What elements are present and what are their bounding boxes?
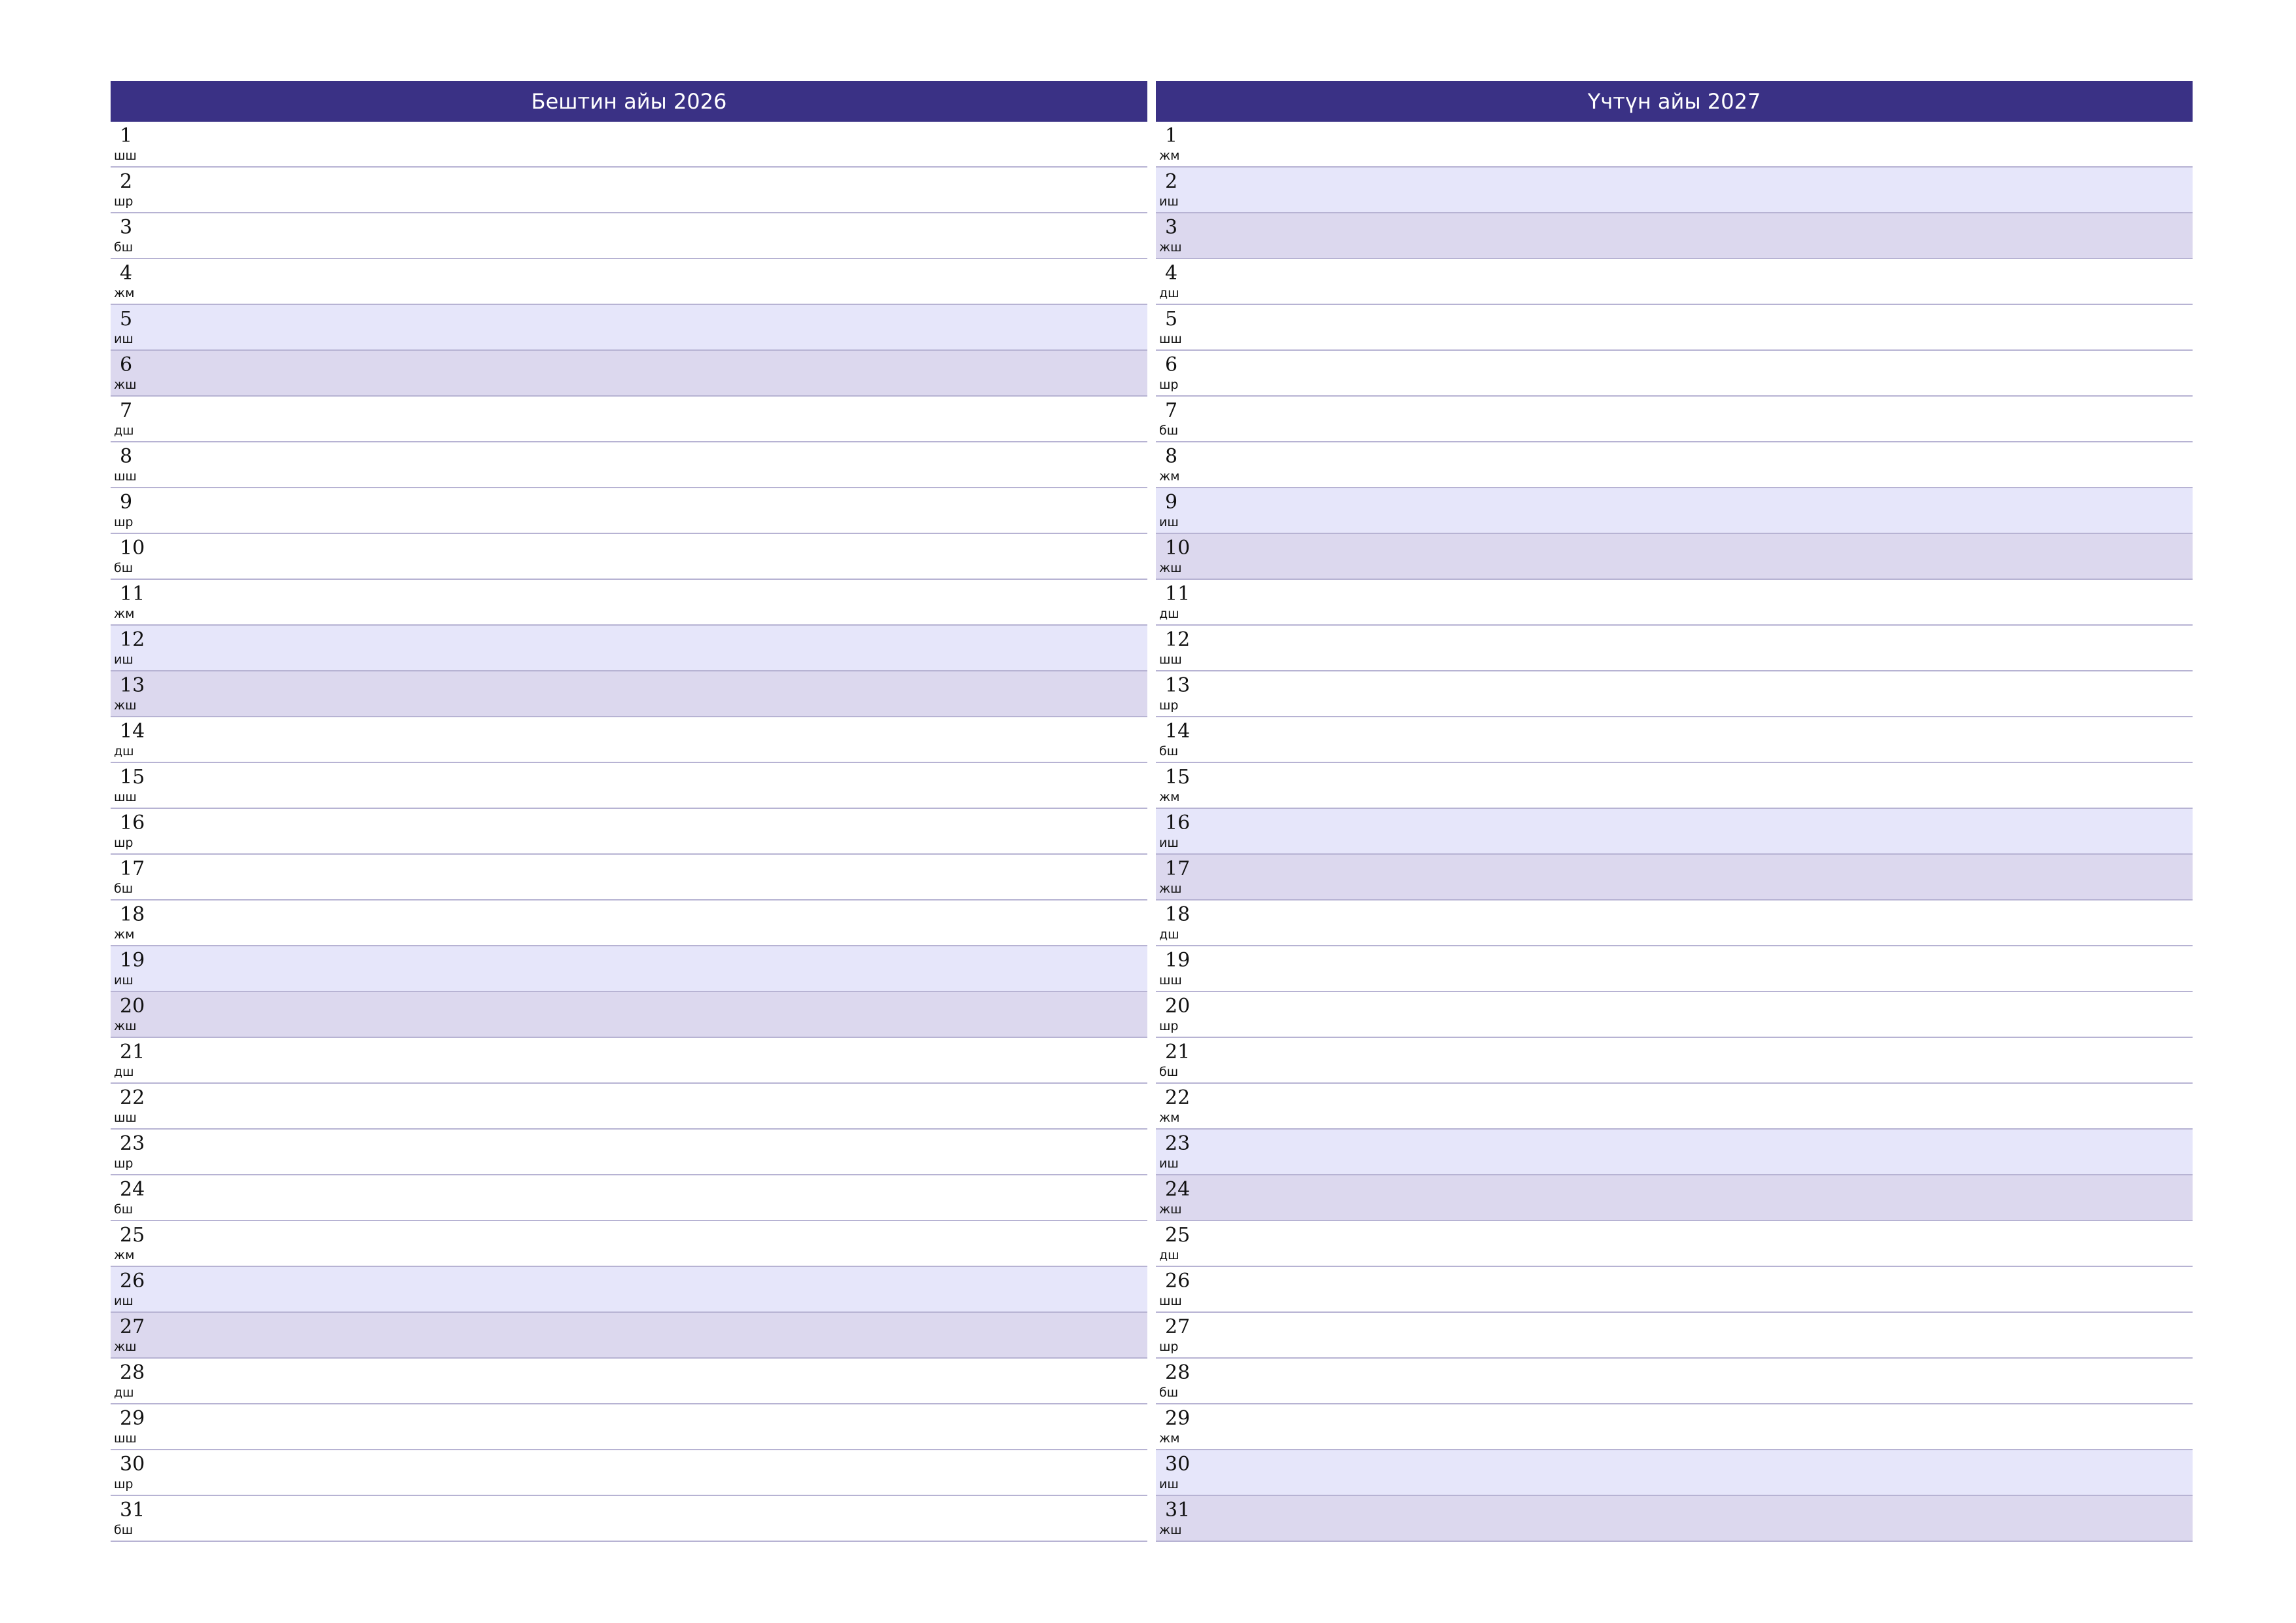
- day-number: 27: [120, 1315, 145, 1338]
- day-number: 1: [120, 124, 133, 147]
- month-left: [111, 81, 1147, 1542]
- weekday-abbr: жш: [1159, 561, 1182, 575]
- weekday-abbr: бш: [1159, 423, 1179, 438]
- day-row[interactable]: [1156, 626, 2193, 671]
- weekday-abbr: жш: [1159, 240, 1182, 255]
- day-row[interactable]: [111, 259, 1147, 305]
- day-row[interactable]: [1156, 1450, 2193, 1496]
- day-number: 16: [1165, 812, 1191, 834]
- day-number: 12: [1165, 628, 1191, 651]
- weekday-abbr: шш: [114, 1431, 137, 1446]
- month-right: [1156, 81, 2193, 1542]
- weekday-abbr: иш: [114, 973, 134, 988]
- day-row[interactable]: [1156, 1496, 2193, 1542]
- day-number: 4: [1165, 262, 1178, 285]
- weekday-abbr: дш: [114, 1385, 134, 1400]
- weekday-abbr: жш: [114, 378, 137, 392]
- day-row[interactable]: [1156, 809, 2193, 855]
- day-row[interactable]: [111, 1038, 1147, 1084]
- day-row[interactable]: [111, 992, 1147, 1038]
- day-row[interactable]: [111, 855, 1147, 901]
- day-number: 5: [1165, 308, 1178, 330]
- weekday-abbr: жм: [114, 927, 135, 942]
- day-number: 23: [120, 1132, 145, 1155]
- day-row[interactable]: [1156, 213, 2193, 259]
- day-row[interactable]: [1156, 1313, 2193, 1359]
- weekday-abbr: иш: [114, 652, 134, 667]
- weekday-abbr: бш: [114, 1523, 134, 1537]
- day-number: 18: [1165, 903, 1191, 926]
- weekday-abbr: жм: [1159, 469, 1180, 484]
- day-number: 31: [120, 1499, 145, 1522]
- day-row[interactable]: [1156, 305, 2193, 351]
- day-number: 22: [1165, 1086, 1191, 1109]
- day-number: 11: [120, 582, 145, 605]
- weekday-abbr: бш: [114, 240, 134, 255]
- day-number: 30: [1165, 1453, 1191, 1476]
- day-number: 20: [120, 995, 145, 1018]
- weekday-abbr: дш: [114, 1065, 134, 1079]
- day-number: 29: [120, 1407, 145, 1430]
- day-number: 30: [120, 1453, 145, 1476]
- day-number: 14: [1165, 720, 1191, 743]
- weekday-abbr: жм: [1159, 1431, 1180, 1446]
- weekday-abbr: жм: [1159, 790, 1180, 804]
- weekday-abbr: жм: [1159, 1111, 1180, 1125]
- day-row[interactable]: [1156, 671, 2193, 717]
- day-row[interactable]: [1156, 1038, 2193, 1084]
- weekday-abbr: иш: [1159, 1477, 1179, 1491]
- day-number: 22: [120, 1086, 145, 1109]
- day-row[interactable]: [1156, 168, 2193, 213]
- weekday-abbr: жш: [1159, 882, 1182, 896]
- day-number: 6: [120, 353, 133, 376]
- weekday-abbr: жм: [114, 286, 135, 300]
- day-number: 23: [1165, 1132, 1191, 1155]
- day-number: 29: [1165, 1407, 1191, 1430]
- weekday-abbr: шр: [1159, 378, 1179, 392]
- weekday-abbr: жш: [1159, 1523, 1182, 1537]
- day-row[interactable]: [1156, 580, 2193, 626]
- weekday-abbr: шш: [1159, 1294, 1182, 1308]
- day-number: 19: [120, 949, 145, 972]
- day-list: [111, 122, 1147, 1542]
- day-row[interactable]: [111, 1221, 1147, 1267]
- day-row[interactable]: [111, 1267, 1147, 1313]
- day-number: 31: [1165, 1499, 1191, 1522]
- day-row[interactable]: [111, 1084, 1147, 1130]
- day-row[interactable]: [111, 213, 1147, 259]
- weekday-abbr: бш: [1159, 1385, 1179, 1400]
- day-row[interactable]: [1156, 901, 2193, 946]
- day-row[interactable]: [111, 763, 1147, 809]
- day-number: 2: [1165, 170, 1178, 193]
- day-number: 8: [1165, 445, 1178, 468]
- day-list: [1156, 122, 2193, 1542]
- day-number: 18: [120, 903, 145, 926]
- day-number: 25: [1165, 1224, 1191, 1247]
- weekday-abbr: дш: [1159, 1248, 1179, 1262]
- day-number: 3: [1165, 216, 1178, 239]
- weekday-abbr: жш: [114, 698, 137, 713]
- day-number: 26: [1165, 1270, 1191, 1293]
- weekday-abbr: шр: [1159, 1340, 1179, 1354]
- day-row[interactable]: [111, 1496, 1147, 1542]
- weekday-abbr: шш: [114, 790, 137, 804]
- weekday-abbr: шш: [1159, 652, 1182, 667]
- weekday-abbr: жш: [114, 1340, 137, 1354]
- day-row[interactable]: [111, 442, 1147, 488]
- day-number: 9: [1165, 491, 1178, 514]
- day-number: 24: [120, 1178, 145, 1201]
- day-row[interactable]: [111, 122, 1147, 168]
- day-row[interactable]: [1156, 122, 2193, 168]
- day-number: 15: [1165, 766, 1191, 789]
- weekday-abbr: дш: [1159, 927, 1179, 942]
- weekday-abbr: шш: [1159, 973, 1182, 988]
- month-title: Үчтүн айы 2027: [1156, 81, 2193, 122]
- weekday-abbr: дш: [1159, 607, 1179, 621]
- weekday-abbr: иш: [1159, 836, 1179, 850]
- day-number: 14: [120, 720, 145, 743]
- day-row[interactable]: [1156, 717, 2193, 763]
- day-row[interactable]: [1156, 442, 2193, 488]
- day-row[interactable]: [1156, 763, 2193, 809]
- weekday-abbr: бш: [1159, 744, 1179, 758]
- day-row[interactable]: [1156, 488, 2193, 534]
- weekday-abbr: иш: [114, 1294, 134, 1308]
- day-row[interactable]: [111, 168, 1147, 213]
- day-number: 20: [1165, 995, 1191, 1018]
- weekday-abbr: шш: [114, 149, 137, 163]
- weekday-abbr: жм: [114, 1248, 135, 1262]
- day-row[interactable]: [1156, 1130, 2193, 1175]
- day-number: 15: [120, 766, 145, 789]
- day-row[interactable]: [111, 1130, 1147, 1175]
- day-number: 16: [120, 812, 145, 834]
- day-row[interactable]: [111, 397, 1147, 442]
- day-row[interactable]: [111, 1450, 1147, 1496]
- weekday-abbr: иш: [114, 332, 134, 346]
- weekday-abbr: шр: [114, 194, 134, 209]
- day-row[interactable]: [111, 488, 1147, 534]
- weekday-abbr: шр: [114, 515, 134, 529]
- day-number: 25: [120, 1224, 145, 1247]
- day-row[interactable]: [1156, 1404, 2193, 1450]
- day-number: 3: [120, 216, 133, 239]
- day-number: 7: [120, 399, 133, 422]
- weekday-abbr: иш: [1159, 194, 1179, 209]
- day-row[interactable]: [111, 901, 1147, 946]
- day-row[interactable]: [1156, 1175, 2193, 1221]
- weekday-abbr: шш: [114, 469, 137, 484]
- day-number: 11: [1165, 582, 1191, 605]
- weekday-abbr: шр: [1159, 698, 1179, 713]
- day-number: 8: [120, 445, 133, 468]
- weekday-abbr: шр: [114, 836, 134, 850]
- day-row[interactable]: [1156, 259, 2193, 305]
- day-row[interactable]: [1156, 855, 2193, 901]
- day-number: 26: [120, 1270, 145, 1293]
- day-row[interactable]: [1156, 534, 2193, 580]
- day-row[interactable]: [111, 671, 1147, 717]
- day-row[interactable]: [1156, 1084, 2193, 1130]
- day-row[interactable]: [111, 626, 1147, 671]
- weekday-abbr: жм: [114, 607, 135, 621]
- day-number: 28: [120, 1361, 145, 1384]
- day-number: 17: [1165, 857, 1191, 880]
- weekday-abbr: дш: [1159, 286, 1179, 300]
- day-row[interactable]: [1156, 992, 2193, 1038]
- weekday-abbr: шш: [1159, 332, 1182, 346]
- day-row[interactable]: [111, 946, 1147, 992]
- day-number: 27: [1165, 1315, 1191, 1338]
- day-number: 12: [120, 628, 145, 651]
- day-row[interactable]: [111, 1404, 1147, 1450]
- day-row[interactable]: [111, 305, 1147, 351]
- day-row[interactable]: [1156, 946, 2193, 992]
- day-row[interactable]: [1156, 397, 2193, 442]
- weekday-abbr: бш: [114, 1202, 134, 1217]
- weekday-abbr: бш: [114, 882, 134, 896]
- day-row[interactable]: [1156, 1267, 2193, 1313]
- day-row[interactable]: [1156, 1359, 2193, 1404]
- weekday-abbr: дш: [114, 744, 134, 758]
- day-number: 1: [1165, 124, 1178, 147]
- weekday-abbr: иш: [1159, 1156, 1179, 1171]
- day-number: 19: [1165, 949, 1191, 972]
- day-number: 4: [120, 262, 133, 285]
- day-number: 2: [120, 170, 133, 193]
- day-number: 6: [1165, 353, 1178, 376]
- day-row[interactable]: [111, 809, 1147, 855]
- month-title: Бештин айы 2026: [111, 81, 1147, 122]
- day-number: 9: [120, 491, 133, 514]
- day-number: 21: [120, 1041, 145, 1063]
- weekday-abbr: жм: [1159, 149, 1180, 163]
- day-row[interactable]: [111, 1313, 1147, 1359]
- day-number: 13: [1165, 674, 1191, 697]
- weekday-abbr: иш: [1159, 515, 1179, 529]
- day-row[interactable]: [111, 1359, 1147, 1404]
- day-number: 5: [120, 308, 133, 330]
- day-row[interactable]: [1156, 1221, 2193, 1267]
- day-row[interactable]: [111, 717, 1147, 763]
- day-number: 24: [1165, 1178, 1191, 1201]
- weekday-abbr: жш: [114, 1019, 137, 1033]
- day-number: 28: [1165, 1361, 1191, 1384]
- day-number: 13: [120, 674, 145, 697]
- day-row[interactable]: [111, 1175, 1147, 1221]
- day-row[interactable]: [111, 534, 1147, 580]
- weekday-abbr: шш: [114, 1111, 137, 1125]
- day-number: 17: [120, 857, 145, 880]
- weekday-abbr: шр: [114, 1477, 134, 1491]
- weekday-abbr: бш: [1159, 1065, 1179, 1079]
- day-row[interactable]: [1156, 351, 2193, 397]
- day-number: 10: [1165, 537, 1191, 560]
- day-number: 21: [1165, 1041, 1191, 1063]
- weekday-abbr: жш: [1159, 1202, 1182, 1217]
- weekday-abbr: шр: [1159, 1019, 1179, 1033]
- day-number: 7: [1165, 399, 1178, 422]
- day-row[interactable]: [111, 351, 1147, 397]
- weekday-abbr: бш: [114, 561, 134, 575]
- weekday-abbr: дш: [114, 423, 134, 438]
- weekday-abbr: шр: [114, 1156, 134, 1171]
- day-number: 10: [120, 537, 145, 560]
- day-row[interactable]: [111, 580, 1147, 626]
